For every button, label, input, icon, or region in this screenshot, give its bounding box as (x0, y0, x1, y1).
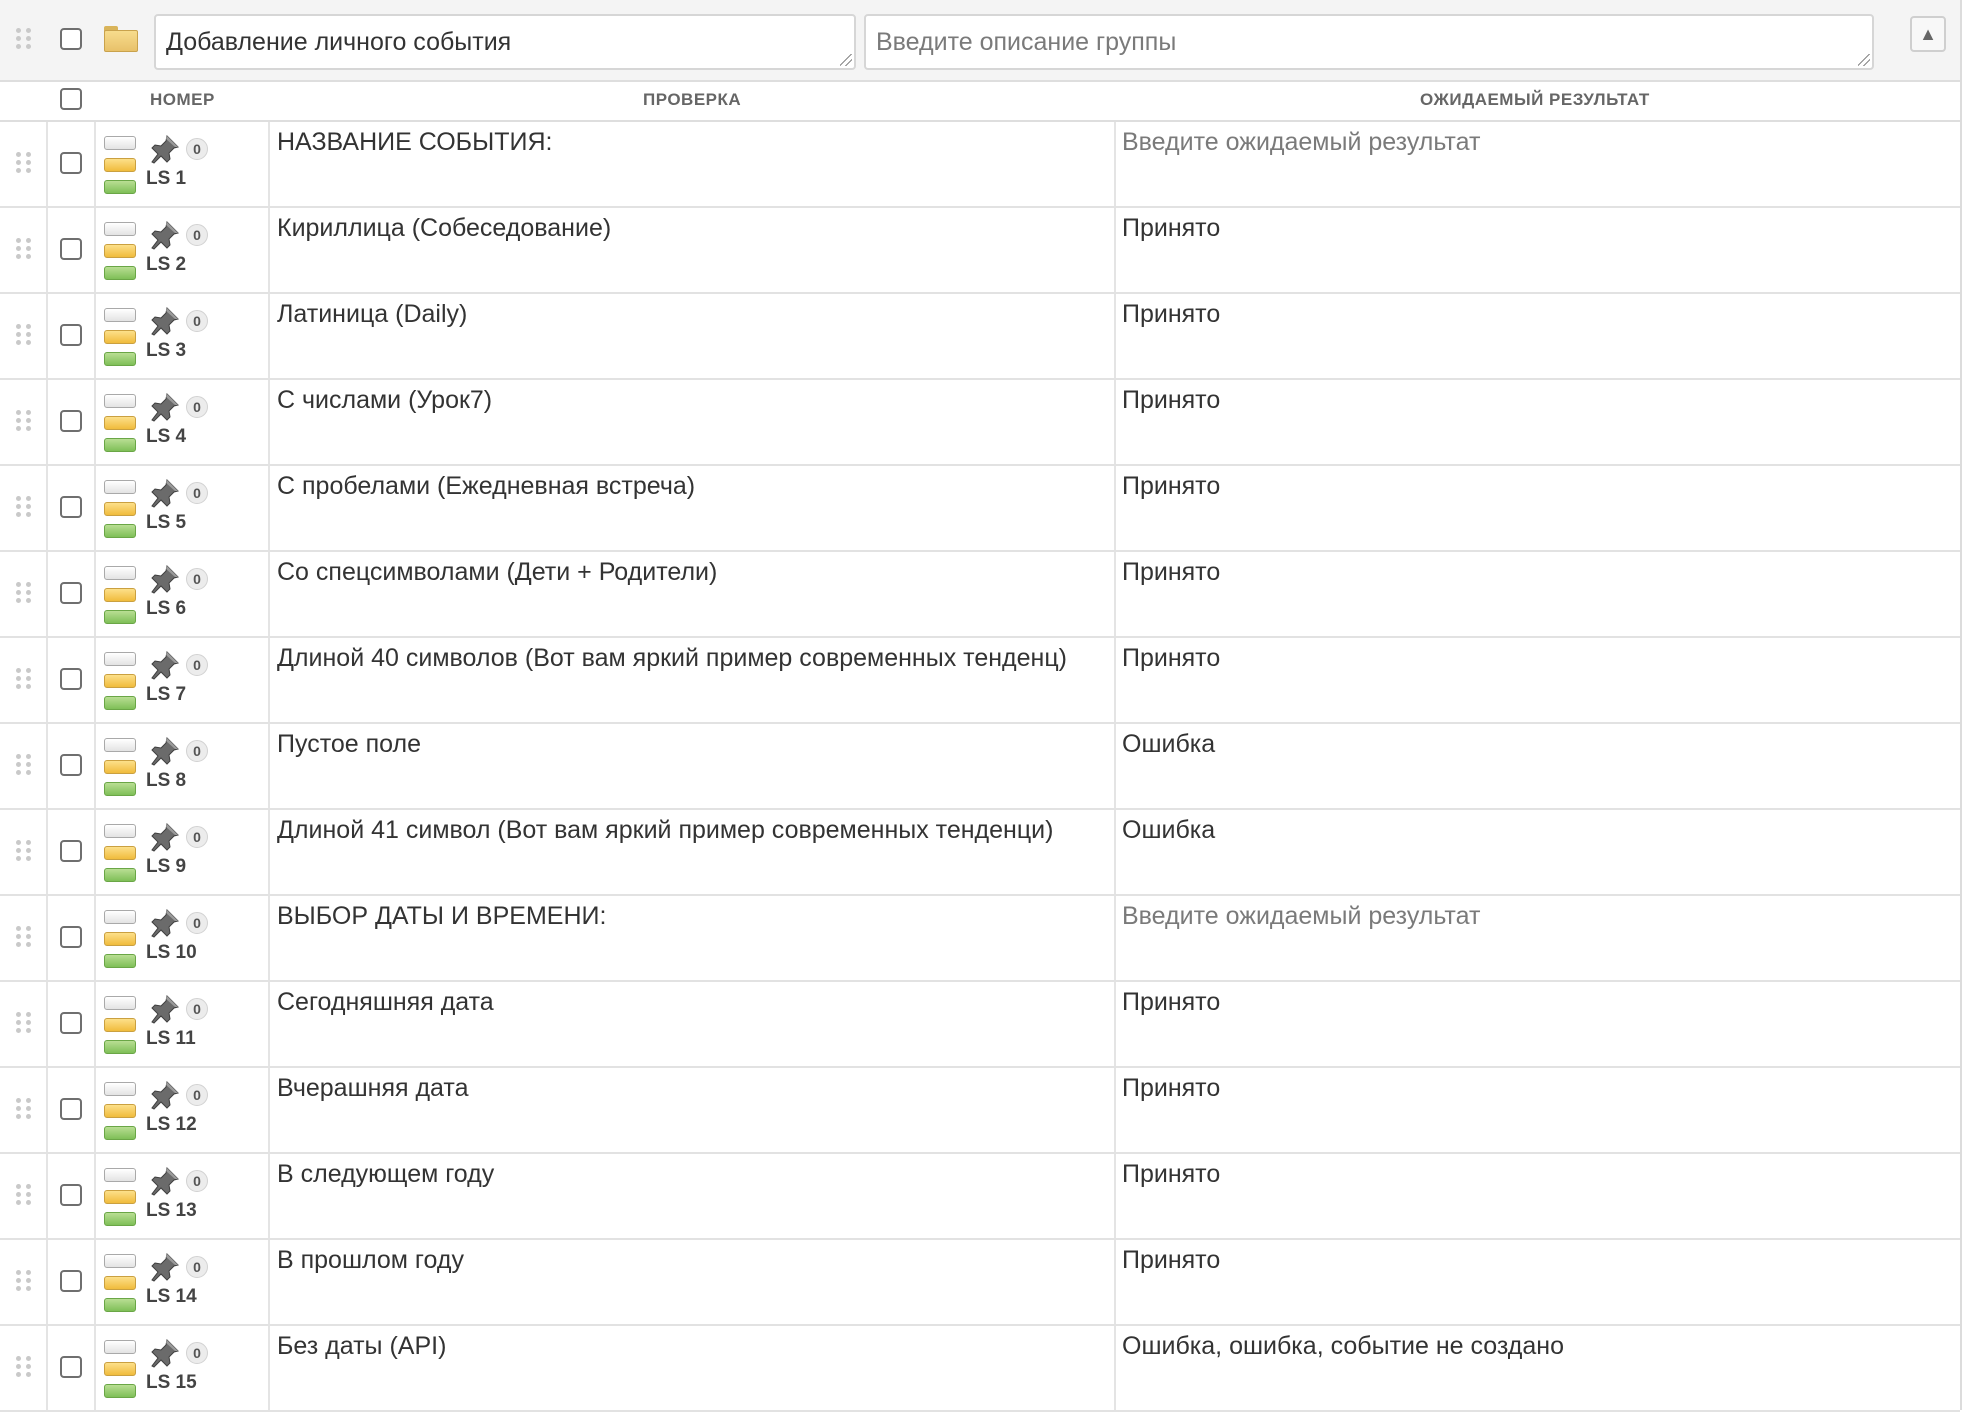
count-badge: 0 (186, 1256, 208, 1278)
cell-divider (1114, 122, 1116, 206)
cell-divider (1114, 552, 1116, 636)
pin-icon[interactable] (150, 564, 180, 594)
pin-icon[interactable] (150, 908, 180, 938)
cell-divider (1114, 810, 1116, 894)
cell-divider (46, 1240, 48, 1324)
pin-icon[interactable] (150, 650, 180, 680)
cell-divider (46, 1326, 48, 1410)
count-badge: 0 (186, 138, 208, 160)
folder-icon (104, 26, 138, 52)
cell-divider (1114, 1326, 1116, 1410)
table-row[interactable] (0, 294, 1960, 380)
case-number: LS 8 (146, 770, 187, 791)
expected-result-cell[interactable]: Принято (1122, 1074, 1221, 1102)
cell-divider (268, 1240, 270, 1324)
pin-icon[interactable] (150, 220, 180, 250)
check-cell[interactable]: В следующем году (277, 1160, 495, 1188)
cell-divider (94, 1068, 96, 1152)
select-all-checkbox[interactable] (60, 88, 82, 110)
cell-divider (268, 466, 270, 550)
table-row[interactable] (0, 122, 1960, 208)
table-row[interactable] (0, 810, 1960, 896)
check-cell[interactable]: В прошлом году (277, 1246, 464, 1274)
cell-divider (94, 1240, 96, 1324)
cell-divider (268, 552, 270, 636)
cell-divider (46, 380, 48, 464)
cell-divider (1114, 294, 1116, 378)
drag-handle-icon[interactable] (16, 1356, 32, 1378)
priority-stack-icon (104, 652, 136, 714)
expected-result-cell[interactable]: Принято (1122, 386, 1221, 414)
priority-stack-icon (104, 738, 136, 800)
cell-divider (268, 1068, 270, 1152)
case-number: LS 2 (146, 254, 187, 275)
pin-icon[interactable] (150, 478, 180, 508)
case-number: LS 10 (146, 942, 197, 963)
cell-divider (46, 810, 48, 894)
expected-result-cell[interactable]: Принято (1122, 1246, 1221, 1274)
check-cell[interactable]: Пустое поле (277, 730, 421, 758)
priority-stack-icon (104, 1082, 136, 1144)
cell-divider (1114, 380, 1116, 464)
priority-stack-icon (104, 136, 136, 198)
case-number: LS 4 (146, 426, 187, 447)
pin-icon[interactable] (150, 134, 180, 164)
cell-divider (268, 1154, 270, 1238)
row-select-checkbox[interactable] (60, 324, 82, 346)
drag-handle-icon[interactable] (16, 582, 32, 604)
group-description-input[interactable]: Введите описание группы (864, 14, 1874, 70)
case-number: LS 11 (146, 1028, 196, 1049)
cell-divider (46, 466, 48, 550)
case-number: LS 14 (146, 1286, 197, 1307)
table-row[interactable] (0, 1068, 1960, 1154)
cell-divider (1114, 466, 1116, 550)
cell-divider (268, 208, 270, 292)
table-row[interactable] (0, 638, 1960, 724)
cell-divider (46, 294, 48, 378)
cell-divider (268, 294, 270, 378)
count-badge: 0 (186, 310, 208, 332)
row-select-checkbox[interactable] (60, 668, 82, 690)
priority-stack-icon (104, 222, 136, 284)
row-select-checkbox[interactable] (60, 496, 82, 518)
row-select-checkbox[interactable] (60, 1098, 82, 1120)
row-select-checkbox[interactable] (60, 152, 82, 174)
cell-divider (94, 638, 96, 722)
expected-result-cell[interactable]: Принято (1122, 1160, 1221, 1188)
table-row[interactable] (0, 208, 1960, 294)
case-number: LS 15 (146, 1372, 197, 1393)
expected-result-cell[interactable]: Введите ожидаемый результат (1122, 902, 1481, 930)
case-number: LS 12 (146, 1114, 197, 1135)
priority-stack-icon (104, 1168, 136, 1230)
row-select-checkbox[interactable] (60, 1012, 82, 1034)
pin-icon[interactable] (150, 392, 180, 422)
cell-divider (268, 638, 270, 722)
cell-divider (1114, 1154, 1116, 1238)
row-select-checkbox[interactable] (60, 754, 82, 776)
cell-divider (268, 810, 270, 894)
count-badge: 0 (186, 1170, 208, 1192)
table-row[interactable] (0, 552, 1960, 638)
check-cell[interactable]: Сегодняшняя дата (277, 988, 494, 1016)
cell-divider (94, 466, 96, 550)
cell-divider (1114, 208, 1116, 292)
drag-handle-icon[interactable] (16, 840, 32, 862)
count-badge: 0 (186, 654, 208, 676)
drag-handle-icon[interactable] (16, 238, 32, 260)
group-title-input[interactable]: Добавление личного события (154, 14, 856, 70)
drag-handle-icon[interactable] (16, 668, 32, 690)
expected-result-cell[interactable]: Принято (1122, 988, 1221, 1016)
cell-divider (94, 552, 96, 636)
test-case-list (0, 122, 1960, 1412)
expected-result-cell[interactable]: Принято (1122, 300, 1221, 328)
collapse-group-button[interactable]: ▲ (1910, 16, 1946, 52)
check-cell[interactable]: Вчерашняя дата (277, 1074, 469, 1102)
cell-divider (268, 122, 270, 206)
case-number: LS 7 (146, 684, 187, 705)
cell-divider (94, 1326, 96, 1410)
cell-divider (94, 380, 96, 464)
expected-result-cell[interactable]: Принято (1122, 214, 1221, 242)
cell-divider (46, 208, 48, 292)
table-row[interactable] (0, 1154, 1960, 1240)
expected-result-cell[interactable]: Введите ожидаемый результат (1122, 128, 1481, 156)
drag-handle-icon[interactable] (16, 1184, 32, 1206)
column-header-row (0, 82, 1960, 122)
priority-stack-icon (104, 480, 136, 542)
pin-icon[interactable] (150, 1080, 180, 1110)
cell-divider (1114, 724, 1116, 808)
drag-handle-icon[interactable] (16, 926, 32, 948)
check-cell[interactable]: НАЗВАНИЕ СОБЫТИЯ: (277, 128, 553, 156)
cell-divider (94, 294, 96, 378)
drag-handle-icon[interactable] (16, 28, 32, 50)
count-badge: 0 (186, 1342, 208, 1364)
count-badge: 0 (186, 1084, 208, 1106)
table-row[interactable] (0, 1240, 1960, 1326)
table-row[interactable] (0, 380, 1960, 466)
table-row[interactable] (0, 466, 1960, 552)
count-badge: 0 (186, 224, 208, 246)
row-select-checkbox[interactable] (60, 238, 82, 260)
priority-stack-icon (104, 996, 136, 1058)
cell-divider (46, 552, 48, 636)
count-badge: 0 (186, 912, 208, 934)
row-select-checkbox[interactable] (60, 410, 82, 432)
cell-divider (1114, 896, 1116, 980)
cell-divider (268, 1326, 270, 1410)
cell-divider (94, 208, 96, 292)
count-badge: 0 (186, 998, 208, 1020)
check-cell[interactable]: Кириллица (Собеседование) (277, 214, 612, 242)
row-select-checkbox[interactable] (60, 1184, 82, 1206)
row-select-checkbox[interactable] (60, 926, 82, 948)
case-number: LS 5 (146, 512, 187, 533)
column-header-check[interactable]: ПРОВЕРКА (643, 90, 742, 109)
case-number: LS 6 (146, 598, 187, 619)
priority-stack-icon (104, 910, 136, 972)
count-badge: 0 (186, 482, 208, 504)
case-number: LS 9 (146, 856, 187, 877)
priority-stack-icon (104, 566, 136, 628)
cell-divider (1114, 638, 1116, 722)
cell-divider (1114, 1240, 1116, 1324)
drag-handle-icon[interactable] (16, 152, 32, 174)
pin-icon[interactable] (150, 1252, 180, 1282)
count-badge: 0 (186, 396, 208, 418)
check-cell[interactable]: ВЫБОР ДАТЫ И ВРЕМЕНИ: (277, 902, 607, 930)
row-select-checkbox[interactable] (60, 1270, 82, 1292)
expected-result-cell[interactable]: Принято (1122, 472, 1221, 500)
check-cell[interactable]: Латиница (Daily) (277, 300, 468, 328)
count-badge: 0 (186, 826, 208, 848)
expected-result-cell[interactable]: Ошибка (1122, 816, 1216, 844)
expected-result-cell[interactable]: Принято (1122, 558, 1221, 586)
drag-handle-icon[interactable] (16, 1098, 32, 1120)
cell-divider (1114, 982, 1116, 1066)
pin-icon[interactable] (150, 1166, 180, 1196)
cell-divider (268, 380, 270, 464)
priority-stack-icon (104, 394, 136, 456)
cell-divider (46, 122, 48, 206)
drag-handle-icon[interactable] (16, 1270, 32, 1292)
priority-stack-icon (104, 1254, 136, 1316)
cell-divider (1114, 1068, 1116, 1152)
cell-divider (94, 896, 96, 980)
cell-divider (46, 1068, 48, 1152)
table-row[interactable] (0, 896, 1960, 982)
table-row[interactable] (0, 724, 1960, 810)
cell-divider (94, 810, 96, 894)
group-header (0, 0, 1960, 82)
drag-handle-icon[interactable] (16, 496, 32, 518)
check-cell[interactable]: С пробелами (Ежедневная встреча) (277, 472, 696, 500)
check-cell[interactable]: Со спецсимволами (Дети + Родители) (277, 558, 718, 586)
pin-icon[interactable] (150, 306, 180, 336)
cell-divider (94, 1154, 96, 1238)
drag-handle-icon[interactable] (16, 1012, 32, 1034)
case-number: LS 3 (146, 340, 187, 361)
cell-divider (46, 724, 48, 808)
priority-stack-icon (104, 824, 136, 886)
priority-stack-icon (104, 1340, 136, 1402)
check-cell[interactable]: С числами (Урок7) (277, 386, 493, 414)
cell-divider (94, 724, 96, 808)
cell-divider (268, 896, 270, 980)
pin-icon[interactable] (150, 1338, 180, 1368)
expected-result-cell[interactable]: Ошибка, ошибка, событие не создано (1122, 1332, 1565, 1360)
cell-divider (46, 1154, 48, 1238)
pin-icon[interactable] (150, 994, 180, 1024)
case-number: LS 1 (146, 168, 187, 189)
check-cell[interactable]: Длиной 40 символов (Вот вам яркий пример современных тенденц) (277, 644, 1067, 672)
cell-divider (46, 638, 48, 722)
count-badge: 0 (186, 568, 208, 590)
drag-handle-icon[interactable] (16, 324, 32, 346)
priority-stack-icon (104, 308, 136, 370)
cell-divider (94, 122, 96, 206)
cell-divider (268, 982, 270, 1066)
row-select-checkbox[interactable] (60, 1356, 82, 1378)
count-badge: 0 (186, 740, 208, 762)
check-cell[interactable]: Без даты (API) (277, 1332, 447, 1360)
cell-divider (46, 896, 48, 980)
cell-divider (46, 982, 48, 1066)
column-header-number[interactable]: НОМЕР (150, 90, 215, 109)
column-header-expected[interactable]: ОЖИДАЕМЫЙ РЕЗУЛЬТАТ (1420, 90, 1650, 109)
table-row[interactable] (0, 1326, 1960, 1412)
drag-handle-icon[interactable] (16, 754, 32, 776)
cell-divider (268, 724, 270, 808)
row-select-checkbox[interactable] (60, 582, 82, 604)
expected-result-cell[interactable]: Принято (1122, 644, 1221, 672)
cell-divider (94, 982, 96, 1066)
row-select-checkbox[interactable] (60, 840, 82, 862)
pin-icon[interactable] (150, 736, 180, 766)
table-row[interactable] (0, 982, 1960, 1068)
case-number: LS 13 (146, 1200, 197, 1221)
drag-handle-icon[interactable] (16, 410, 32, 432)
pin-icon[interactable] (150, 822, 180, 852)
group-select-checkbox[interactable] (60, 28, 82, 50)
expected-result-cell[interactable]: Ошибка (1122, 730, 1216, 758)
check-cell[interactable]: Длиной 41 символ (Вот вам яркий пример современных тенденци) (277, 816, 1054, 844)
